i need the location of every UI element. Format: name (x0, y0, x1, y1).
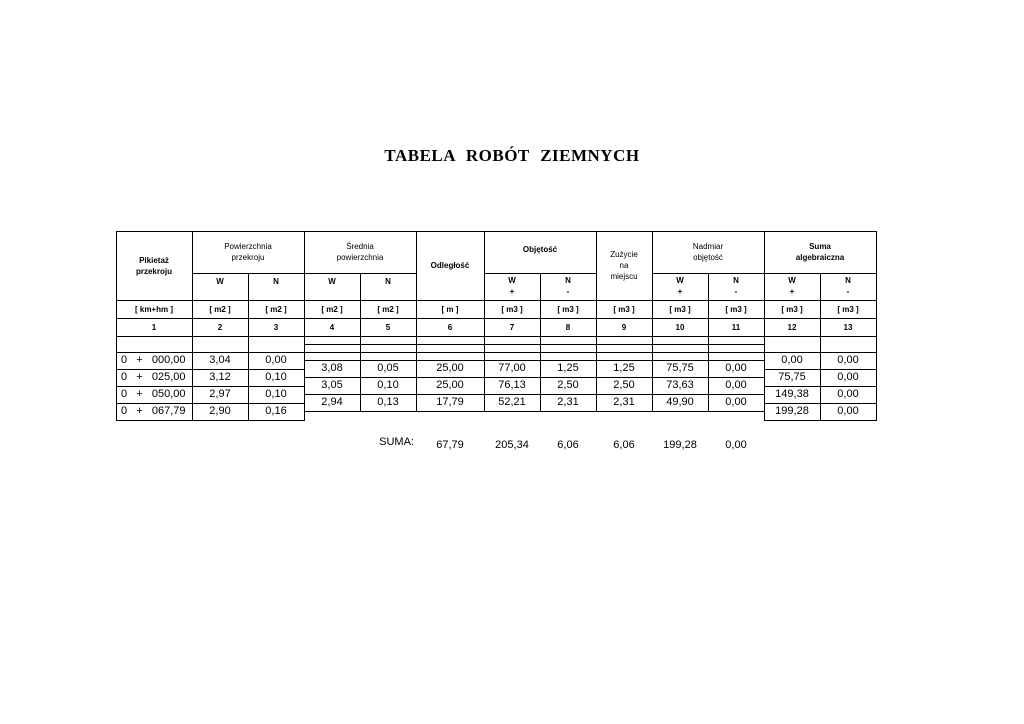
area-n: 0,10 (265, 371, 287, 383)
distance: 17,79 (436, 396, 464, 408)
unit-cell: [ m2 ] (265, 304, 287, 314)
area-n: 0,10 (265, 388, 287, 400)
page-title: TABELA ROBÓT ZIEMNYCH (384, 146, 640, 165)
unit-cell: [ km+hm ] (134, 304, 173, 314)
subheader-n: N (273, 277, 279, 286)
volume-w: 52,21 (498, 396, 526, 408)
summary-volume-w: 205,34 (495, 439, 529, 451)
subheader-w-letter: W (788, 276, 796, 285)
summary-label: SUMA: (379, 436, 414, 448)
surplus-n: 0,00 (725, 379, 747, 391)
summary-surplus-w: 199,28 (663, 439, 697, 451)
station-km: 0 + 050,00 (121, 388, 186, 400)
avg-area-n: 0,13 (377, 396, 399, 408)
header-suma-line-2: algebraiczna (795, 253, 845, 262)
surplus-w: 75,75 (666, 362, 694, 374)
subheader-w: W (216, 277, 224, 286)
subheader-n-sign: - (566, 287, 570, 296)
header-powierzchnia-line-1: Powierzchnia (224, 242, 272, 251)
row-line-left (116, 420, 305, 421)
sum-n: 0,00 (837, 388, 859, 400)
subheader-w (484, 273, 540, 300)
distance: 25,00 (436, 379, 464, 391)
summary-usage: 6,06 (613, 439, 635, 451)
header-suma (764, 231, 876, 273)
subheader-n (820, 273, 876, 300)
subheader-n: N (385, 277, 391, 286)
summary-volume-n: 6,06 (557, 439, 579, 451)
area-w: 2,97 (209, 388, 231, 400)
sum-w: 75,75 (778, 371, 806, 383)
subheader-w-sign: + (509, 287, 515, 296)
column-number: 12 (787, 322, 797, 332)
column-number: 9 (621, 322, 627, 332)
column-number: 7 (509, 322, 515, 332)
column-number: 11 (731, 322, 741, 332)
avg-area-w: 3,05 (321, 379, 343, 391)
unit-cell: [ m3 ] (781, 304, 803, 314)
distance: 25,00 (436, 362, 464, 374)
subheader-w (652, 273, 708, 300)
header-zuzycie (596, 231, 652, 300)
header-nadmiar-line-1: Nadmiar (692, 242, 724, 251)
sum-w: 0,00 (781, 354, 803, 366)
volume-n: 2,50 (557, 379, 579, 391)
surplus-n: 0,00 (725, 396, 747, 408)
subheader-n-letter: N (733, 276, 739, 285)
column-number: 5 (385, 322, 391, 332)
header-suma-line-1: Suma (809, 242, 831, 251)
header-powierzchnia-line-2: przekroju (231, 253, 265, 262)
subheader-n (540, 273, 596, 300)
subheader-w: W (328, 277, 336, 286)
station-km: 0 + 025,00 (121, 371, 186, 383)
unit-cell: [ m3 ] (837, 304, 859, 314)
usage-on-site: 1,25 (613, 362, 635, 374)
surplus-w: 49,90 (666, 396, 694, 408)
header-zuzycie-line-3: miejscu (610, 272, 638, 281)
station-km: 0 + 067,79 (121, 405, 186, 417)
column-number: 4 (329, 322, 335, 332)
avg-area-n: 0,05 (377, 362, 399, 374)
subheader-n (708, 273, 764, 300)
area-n: 0,00 (265, 354, 287, 366)
column-number: 2 (217, 322, 223, 332)
avg-area-n: 0,10 (377, 379, 399, 391)
column-number: 1 (151, 322, 157, 332)
column-number: 8 (565, 322, 571, 332)
area-w: 3,04 (209, 354, 231, 366)
sum-n: 0,00 (837, 354, 859, 366)
spacer-line-2 (304, 352, 765, 353)
unit-cell: [ m3 ] (669, 304, 691, 314)
surplus-n: 0,00 (725, 362, 747, 374)
subheader-w-letter: W (676, 276, 684, 285)
volume-n: 1,25 (557, 362, 579, 374)
volume-n: 2,31 (557, 396, 579, 408)
unit-cell: [ m3 ] (613, 304, 635, 314)
unit-cell: [ m2 ] (377, 304, 399, 314)
subheader-w (764, 273, 820, 300)
header-pikietaz-line-1: Pikietaż (139, 255, 169, 265)
avg-area-w: 2,94 (321, 396, 343, 408)
column-number: 10 (675, 322, 685, 332)
station-km: 0 + 000,00 (121, 354, 186, 366)
header-powierzchnia (192, 231, 304, 273)
usage-on-site: 2,50 (613, 379, 635, 391)
subheader-n-sign: - (734, 287, 738, 296)
volume-w: 76,13 (498, 379, 526, 391)
unit-cell: [ m2 ] (321, 304, 343, 314)
header-nadmiar-line-2: objętość (693, 253, 723, 262)
sum-w: 149,38 (775, 388, 809, 400)
header-nadmiar (652, 231, 764, 273)
subheader-n-sign: - (846, 287, 850, 296)
table-border-right (876, 231, 877, 421)
header-objetosc: Objętość (522, 244, 558, 254)
unit-cell: [ m2 ] (209, 304, 231, 314)
row-line-right (764, 420, 877, 421)
subheader-w-sign: + (789, 287, 795, 296)
subheader-w-letter: W (508, 276, 516, 285)
unit-cell: [ m3 ] (725, 304, 747, 314)
header-srednia (304, 231, 416, 273)
header-zuzycie-line-1: Zużycie (610, 250, 638, 259)
unit-cell: [ m3 ] (557, 304, 579, 314)
header-pikietaz-line-2: przekroju (135, 266, 172, 276)
header-srednia-line-2: powierzchnia (336, 253, 384, 262)
subheader-w-sign: + (677, 287, 683, 296)
sum-n: 0,00 (837, 371, 859, 383)
volume-w: 77,00 (498, 362, 526, 374)
column-number: 13 (843, 322, 853, 332)
header-odleglosc: Odległość (430, 261, 470, 270)
spacer-line-1 (304, 344, 765, 345)
unit-cell: [ m ] (441, 304, 459, 314)
area-w: 3,12 (209, 371, 231, 383)
area-n: 0,16 (265, 405, 287, 417)
summary-distance: 67,79 (436, 439, 464, 451)
avg-area-w: 3,08 (321, 362, 343, 374)
segment-line (304, 411, 765, 412)
sum-n: 0,00 (837, 405, 859, 417)
subheader-n-letter: N (845, 276, 851, 285)
header-pikietaz (116, 231, 192, 300)
header-zuzycie-line-2: na (619, 261, 629, 270)
summary-surplus-n: 0,00 (725, 439, 747, 451)
column-number: 3 (273, 322, 279, 332)
area-w: 2,90 (209, 405, 231, 417)
column-number: 6 (447, 322, 453, 332)
usage-on-site: 2,31 (613, 396, 635, 408)
subheader-n-letter: N (565, 276, 571, 285)
unit-cell: [ m3 ] (501, 304, 523, 314)
numbers-bottom-line (116, 336, 877, 337)
sum-w: 199,28 (775, 405, 809, 417)
surplus-w: 73,63 (666, 379, 694, 391)
header-srednia-line-1: Średnia (346, 242, 374, 251)
